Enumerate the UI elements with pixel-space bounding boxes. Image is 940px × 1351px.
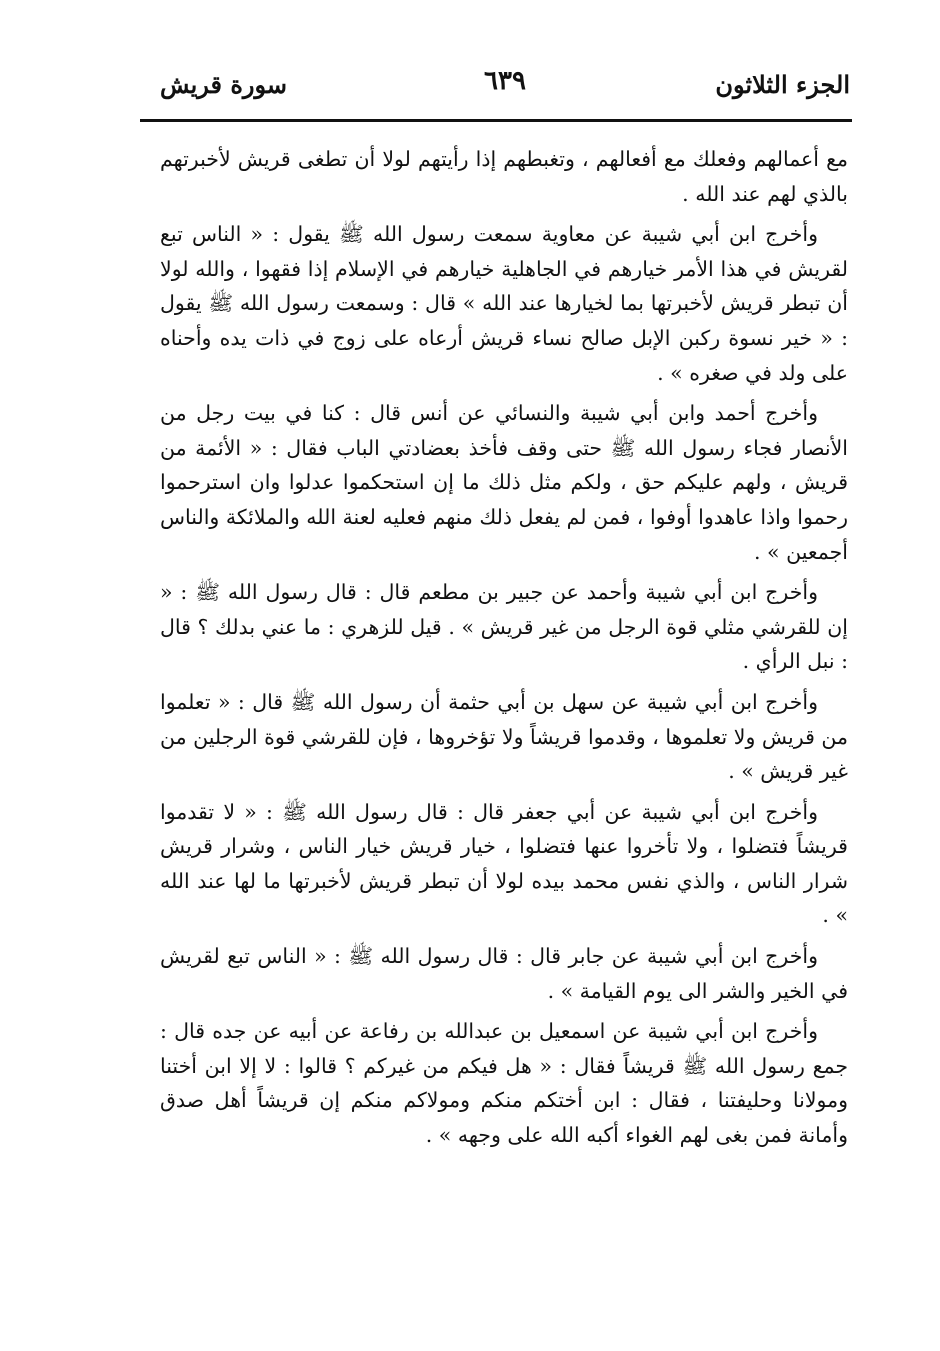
part-title: الجزء الثلاثون — [715, 70, 850, 99]
page-body — [160, 142, 848, 1159]
paragraph: مع أعمالهم وفعلك مع أفعالهم ، وتغبطهم إذا رأيتهم لولا أن تطغى قريش لأخبرتهم بالذي لهم عند الله . — [160, 147, 848, 206]
paragraph: وأخرج ابن أبي شيبة عن جابر قال : قال رسول الله ﷺ : « الناس تبع لقريش في الخير والشر الى يوم القيامة » . — [160, 944, 848, 1003]
page-number: ٦٣٩ — [484, 66, 526, 96]
paragraph: وأخرج ابن أبي شيبة عن معاوية سمعت رسول الله ﷺ يقول : « الناس تبع لقريش في هذا الأمر خيارهم في الجاهلية خيارهم في الإسلام إذا فقهوا ، والله لولا أن تبطر قريش لأخبرتها بما لخيارها عند الله » قال : وسمعت رسول الله ﷺ يقول : « خير نسوة ركبن الإبل صالح نساء قريش أرعاه على زوج في ذات يده وأحناه على ولد في صغره » . — [160, 222, 848, 385]
paragraph: وأخرج أحمد وابن أبي شيبة والنسائي عن أنس قال : كنا في بيت رجل من الأنصار فجاء رسول الله ﷺ حتى وقف فأخذ بعضادتي الباب فقال : « الأئمة من قريش ، ولهم عليكم حق ، ولكم مثل ذلك ما إن استحكموا عدلوا وان استرحموا رحموا واذا عاهدوا أوفوا ، فمن لم يفعل ذلك منهم فعليه لعنة الله والملائكة والناس أجمعين » . — [160, 401, 848, 564]
paragraph: وأخرج ابن أبي شيبة عن أبي جعفر قال : قال رسول الله ﷺ : « لا تقدموا قريشاً فتضلوا ، ولا تأخروا عنها فتضلوا ، خيار قريش خيار الناس ، وشرار قريش شرار الناس ، والذي نفس محمد بيده لولا أن تبطر قريش لأخبرتها ما لها عند الله » . — [160, 799, 848, 928]
paragraph: وأخرج ابن أبي شيبة عن اسمعيل بن عبدالله بن رفاعة عن أبيه عن جده قال : جمع رسول الله ﷺ قريشاً فقال : « هل فيكم من غيركم ؟ قالوا : لا إلا ابن أختنا ومولانا وحليفتنا ، فقال : ابن أختكم منكم ومولاكم منكم إن قريشاً أهل صدق وأمانة فمن بغى لهم الغواء أكبه الله على وجهه » . — [160, 1019, 848, 1148]
page-header — [160, 66, 850, 110]
surah-title: سورة قريش — [160, 70, 288, 99]
header-divider — [140, 119, 852, 122]
paragraph: وأخرج ابن أبي شيبة عن سهل بن أبي حثمة أن رسول الله ﷺ قال : « تعلموا من قريش ولا تعلموها ، وقدموا قريشاً ولا تؤخروها ، فإن للقرشي قوة الرجلين من غير قريش » . — [160, 689, 848, 784]
paragraph: وأخرج ابن أبي شيبة وأحمد عن جبير بن مطعم قال : قال رسول الله ﷺ : « إن للقرشي مثلي قوة الرجل من غير قريش » . قيل للزهري : ما عني بدلك ؟ قال : نبل الرأي . — [160, 580, 848, 674]
